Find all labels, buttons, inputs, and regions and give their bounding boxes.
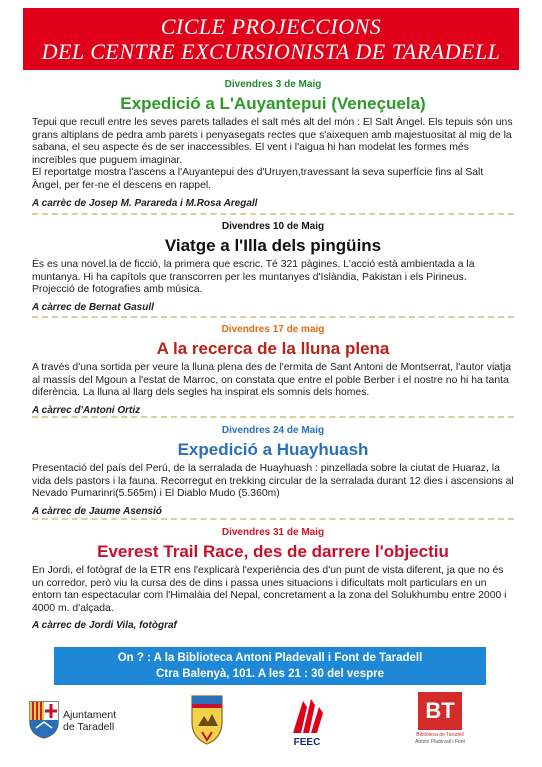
event-author: A càrrec de Jordi Vila, fotògraf xyxy=(32,620,177,632)
event-date: Divendres 3 de Maig xyxy=(224,79,322,90)
event-date: Divendres 17 de maig xyxy=(221,324,325,335)
venue-line-2: Ctra Balenyà, 101. A les 21 : 30 del vespre xyxy=(156,668,384,680)
event-date: Divendres 10 de Maig xyxy=(221,221,325,232)
biblioteca-caption-2: Antoni Pladevall i Font xyxy=(415,739,465,745)
header-line-1: CICLE PROJECCIONS xyxy=(160,14,382,39)
venue-bar xyxy=(54,647,486,685)
event-author: A càrrec d'Antoni Ortiz xyxy=(32,404,141,416)
event-paragraph: Presentació del país del Perú, de la serralada de Huayhuash : pinzellada sobre la ciutat de Huaraz, la vida dels pastors i la fauna. Recorregut en trekking circular de la serralada durant 12 dies i ascensions al Nevado Pumarinri(5.565m) i El Diablo Mudo (5.360m) xyxy=(32,463,514,500)
event-paragraph: És es una novel.la de ficció, la primera que escric. Té 321 pàgines. L'acció està ambientada a la muntanya. Hi ha capítols que transcorren per les muntanyes d'Islàndia, Pakistan i els Pirineus. xyxy=(32,259,475,283)
feec-label: FEEC xyxy=(293,737,321,748)
event-title: A la recerca de la lluna plena xyxy=(156,339,390,358)
event-description xyxy=(32,117,514,193)
biblioteca-logo xyxy=(415,692,465,748)
feec-logo xyxy=(285,693,329,749)
event-author: A càrrec de Jaume Asensió xyxy=(32,505,162,517)
separator xyxy=(32,518,514,520)
event-paragraph: A través d'una sortida per veure la lluna plena des de l'ermita de Sant Antoni de Montserrat, l'autor viatja al massís del Mgoun a l'estat de Marroc, on constata que entre el poble Berber i el nostre no hi ha tanta diferència. La lluna al llarg dels segles ha inspirat els somnis dels homes. xyxy=(32,362,512,399)
event-description xyxy=(32,463,514,501)
event-description xyxy=(32,565,514,615)
event-date: Divendres 24 de Maig xyxy=(221,425,325,436)
event-3 xyxy=(32,323,514,417)
club-shield-logo xyxy=(190,692,224,746)
event-title: Expedició a Huayhuash xyxy=(177,440,369,459)
ajuntament-line-2: de Taradell xyxy=(63,721,115,733)
event-description xyxy=(32,362,514,400)
event-description xyxy=(32,259,514,297)
event-paragraph: El reportatge mostra l'ascens a l'Auyantepui des d'Uruyen,travessant la seva superfície fins al Salt Àngel, per fer-ne el descens en rappel. xyxy=(32,167,484,191)
poster-header xyxy=(23,8,519,70)
sponsor-logos xyxy=(0,690,542,767)
ajuntament-line-1: Ajuntament xyxy=(63,709,117,721)
event-5 xyxy=(32,526,514,632)
header-line-2: DEL CENTRE EXCURSIONISTA DE TARADELL xyxy=(41,39,501,64)
feec-mountain-icon xyxy=(285,693,329,737)
separator xyxy=(32,316,514,318)
event-4 xyxy=(32,424,514,518)
ajuntament-logo xyxy=(28,700,138,744)
separator xyxy=(32,213,514,215)
event-date: Divendres 31 de Maig xyxy=(221,527,325,538)
event-author: A càrrec de Bernat Gasull xyxy=(32,301,154,313)
event-2 xyxy=(32,220,514,314)
ajuntament-shield-icon xyxy=(28,700,60,740)
venue-line-1: On ? : A la Biblioteca Antoni Pladevall i Font de Taradell xyxy=(117,652,423,664)
ajuntament-text xyxy=(63,709,116,733)
event-title: Everest Trail Race, des de darrere l'objectiu xyxy=(97,542,449,561)
event-paragraph: Projecció de fotografies amb música. xyxy=(32,284,203,296)
club-shield-icon xyxy=(190,692,224,746)
event-title: Expedició a L'Auyantepui (Veneçuela) xyxy=(120,94,426,113)
event-title: Viatge a l'Illa dels pingüins xyxy=(164,236,382,255)
event-author: A carrèc de Josep M. Parareda i M.Rosa Aregall xyxy=(32,197,258,209)
separator xyxy=(32,416,514,418)
event-1 xyxy=(32,78,514,210)
biblioteca-caption-1: Biblioteca de Taradell xyxy=(416,732,464,738)
biblioteca-mark: BT xyxy=(418,692,462,730)
event-paragraph: En Jordi, el fotògraf de la ETR ens l'explicarà l'experiència des d'un punt de vista diferent, ja que no és un corredor, però viu la cursa des de dins i passa unes situacions i dificultats molt particulars en un entorn tan espectacular com l'Himalàia del Nepal, concretament a la zona del Solukhumbu entre 2000 i 4000 m. d'alçada. xyxy=(32,565,507,614)
event-paragraph: Tepui que recull entre les seves parets tallades el salt més alt del món : El Salt Àngel. Els tepuis són uns grans altiplans de pedra amb parets i penyasegats rectes que s'aixequen amb majestuositat al mig de la sabana, el seu aspecte és de ser inaccessibles. El vent i l'aigua hi han modelat les formes més increïbles que puguem imaginar. xyxy=(32,117,513,166)
